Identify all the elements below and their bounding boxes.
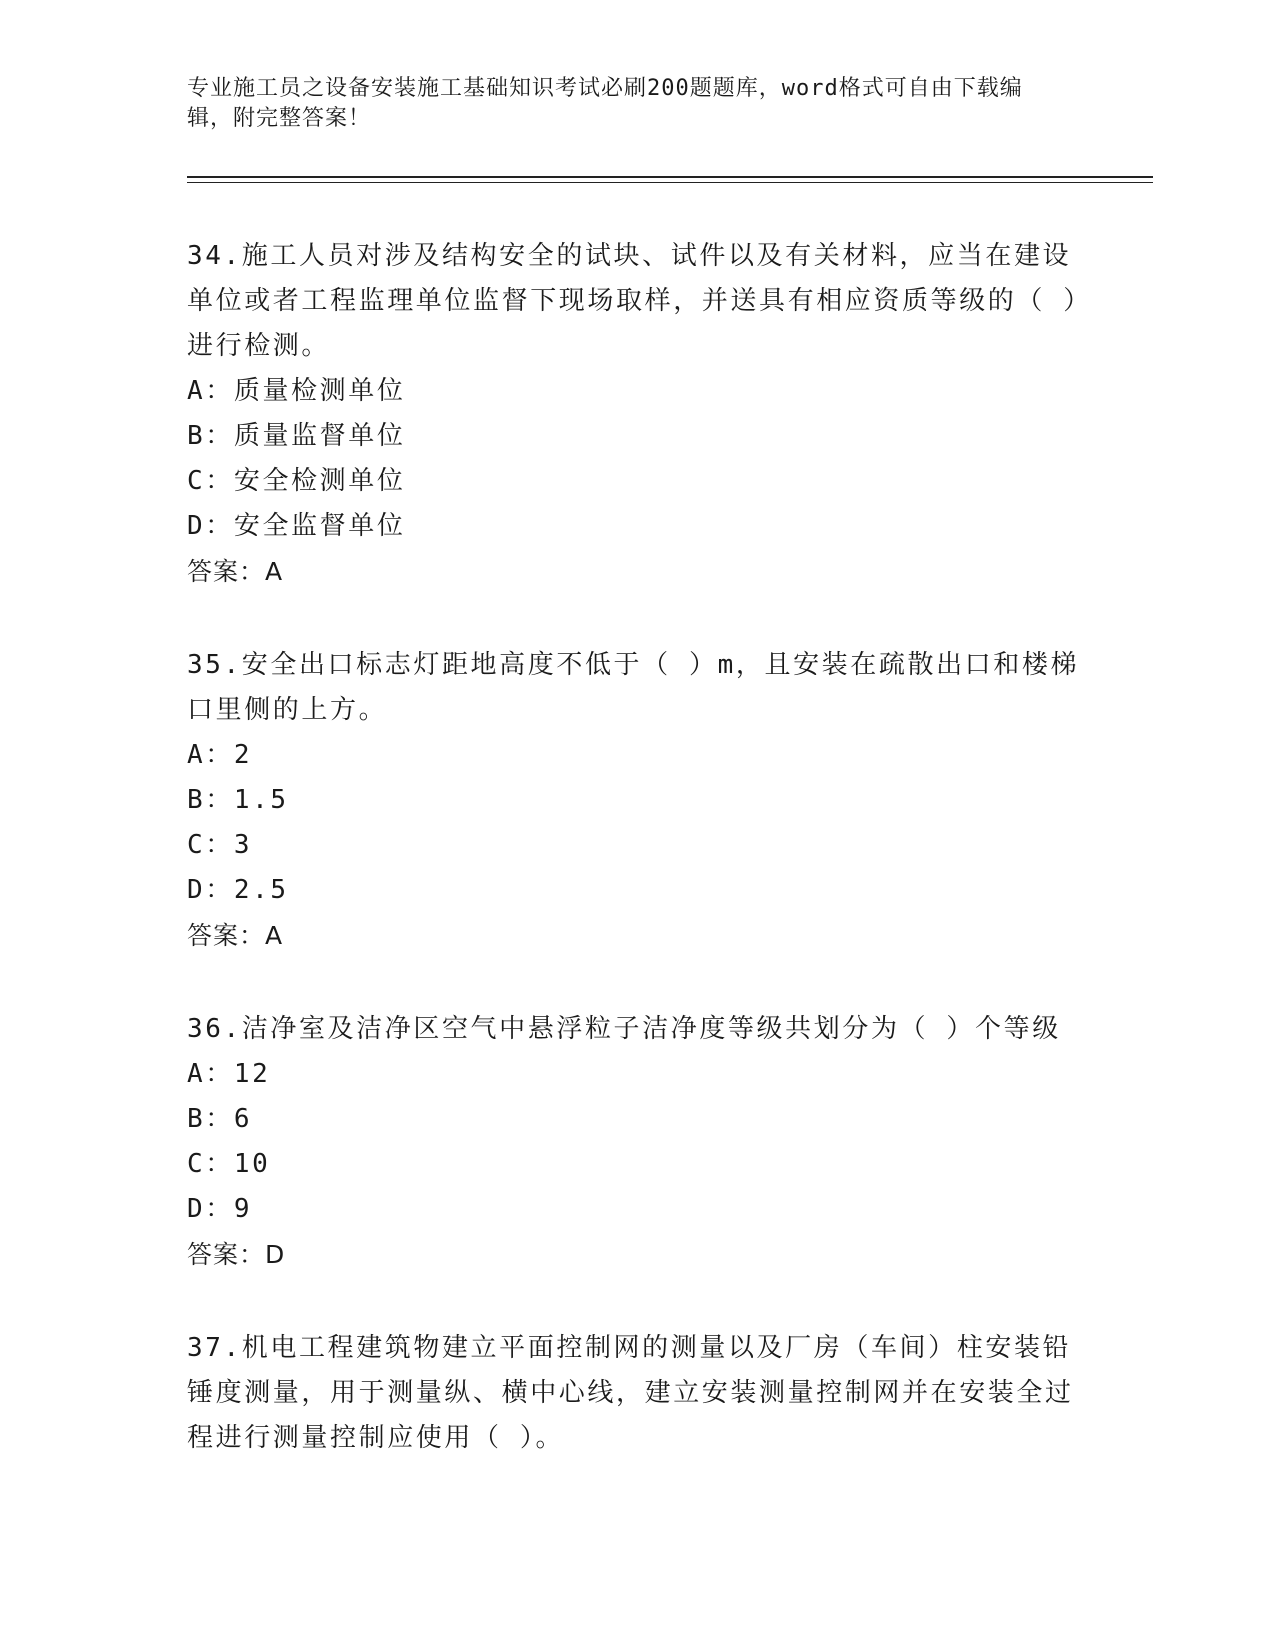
option-a: A：12 <box>187 1059 271 1089</box>
option-c: C：3 <box>187 830 253 860</box>
question-stem: 36.洁净室及洁净区空气中悬浮粒子洁净度等级共划分为（ ）个等级 <box>187 1014 1061 1044</box>
question-stem: 37.机电工程建筑物建立平面控制网的测量以及厂房（车间）柱安装铅锤度测量，用于测量纵、横中心线，建立安装测量控制网并在安装全过程进行测量控制应使用（ ）。 <box>187 1333 1074 1453</box>
answer: 答案：D <box>187 1240 286 1269</box>
header-divider-bottom <box>187 182 1153 183</box>
question-stem: 34.施工人员对涉及结构安全的试块、试件以及有关材料，应当在建设单位或者工程监理单位监督下现场取样，并送具有相应资质等级的（ ）进行检测。 <box>187 241 1079 361</box>
document-header: 专业施工员之设备安装施工基础知识考试必刷200题题库，word格式可自由下载编辑，附完整答案！ <box>187 76 1023 131</box>
option-c: C：安全检测单位 <box>187 466 406 496</box>
option-b: B：质量监督单位 <box>187 421 406 451</box>
option-a: A：质量检测单位 <box>187 376 406 406</box>
option-b: B：6 <box>187 1104 253 1134</box>
option-d: D：2.5 <box>187 875 289 905</box>
option-d: D：安全监督单位 <box>187 511 406 541</box>
question-36 <box>187 1007 1087 1277</box>
question-stem: 35.安全出口标志灯距地高度不低于（ ）m，且安装在疏散出口和楼梯口里侧的上方。 <box>187 650 1080 725</box>
option-b: B：1.5 <box>187 785 289 815</box>
option-a: A：2 <box>187 740 253 770</box>
option-d: D：9 <box>187 1194 253 1224</box>
header-divider-top <box>187 176 1153 178</box>
answer: 答案：A <box>187 557 284 586</box>
question-34 <box>187 234 1087 594</box>
answer: 答案：A <box>187 921 284 950</box>
question-37 <box>187 1326 1087 1461</box>
question-35 <box>187 643 1087 958</box>
option-c: C：10 <box>187 1149 271 1179</box>
